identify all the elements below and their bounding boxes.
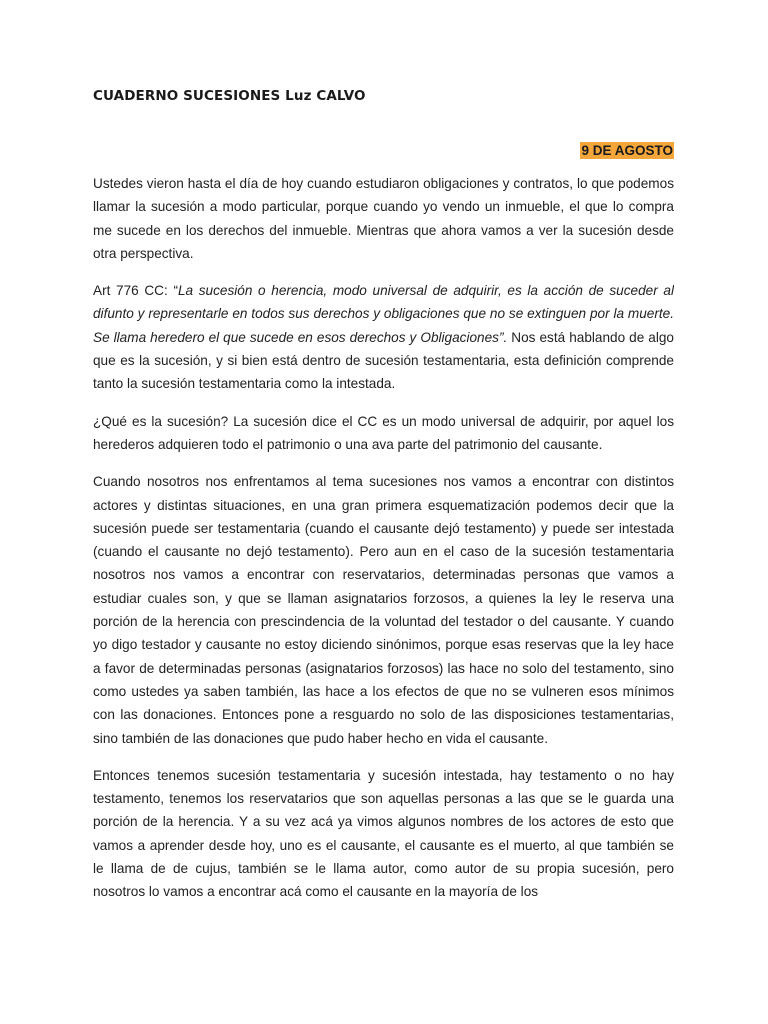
paragraph-what-is-succession: ¿Qué es la sucesión? La sucesión dice el CC es un modo universal de adquirir, por aquel los herederos adquieren todo el patrimonio o una ava parte del patrimonio del causante. xyxy=(93,413,674,452)
paragraph-actors-situations: Cuando nosotros nos enfrentamos al tema sucesiones nos vamos a encontrar con distintos actores y distintas situaciones, en una gran primera esquematización podemos decir que la sucesión puede ser testamentaria (cuando el causante dejó testamento) y puede ser intestada (cuando el causante no dejó testamento). Pero aun en el caso de la sucesión testamentaria nosotros nos vamos a encontrar con reservatarios, determinadas personas que vamos a estudiar cuales son, y que se llaman asignatarios forzosos, a quienes la ley le reserva una porción de la herencia con prescindencia de la voluntad del testador o del causante. Y cuando yo digo testador y causante no estoy diciendo sinónimos, porque esas reservas que la ley hace a favor de determinadas personas (asignatarios forzosos) las hace no solo del testamento, sino como ustedes ya saben también, las hace a los efectos de que no se vulneren esos mínimos con las donaciones. Entonces pone a resguardo no solo de las disposiciones testamentarias, sino también de las donaciones que pudo haber hecho en vida el causante. xyxy=(93,474,674,746)
date-heading xyxy=(93,142,674,160)
paragraph-intro: Ustedes vieron hasta el día de hoy cuando estudiaron obligaciones y contratos, lo que podemos llamar la sucesión a modo particular, porque cuando yo vendo un inmueble, el que lo compra me sucede en los derechos del inmueble. Mientras que ahora vamos a ver la sucesión desde otra perspectiva. xyxy=(93,176,674,261)
document-body xyxy=(93,172,674,918)
article-reference: Art 776 CC: “ xyxy=(93,283,178,299)
date-label: 9 DE AGOSTO xyxy=(581,143,673,158)
article-quote: La sucesión o herencia, modo universal de adquirir, es la acción de suceder al difunto y representarle en todos sus derechos y obligaciones que no se extinguen por la muerte. Se llama heredero el que sucede en esos derechos y Obligaciones”. xyxy=(93,283,674,345)
paragraph-article-776 xyxy=(93,279,674,395)
article-commentary: Nos está hablando de algo que es la sucesión, y si bien está dentro de sucesión testamentaria, esta definición comprende tanto la sucesión testamentaria como la intestada. xyxy=(93,329,674,392)
document-title: CUADERNO SUCESIONES Luz CALVO xyxy=(93,88,366,104)
paragraph-testamentary-intestate: Entonces tenemos sucesión testamentaria y sucesión intestada, hay testamento o no hay testamento, tenemos los reservatarios que son aquellas personas a las que se le guarda una porción de la herencia. Y a su vez acá ya vimos algunos nombres de los actores de esto que vamos a aprender desde hoy, uno es el causante, el causante es el muerto, al que también se le llama de de cujus, también se le llama autor, como autor de su propia sucesión, pero nosotros lo vamos a encontrar acá como el causante en la mayoría de los xyxy=(93,767,674,900)
document-page xyxy=(93,0,674,1024)
